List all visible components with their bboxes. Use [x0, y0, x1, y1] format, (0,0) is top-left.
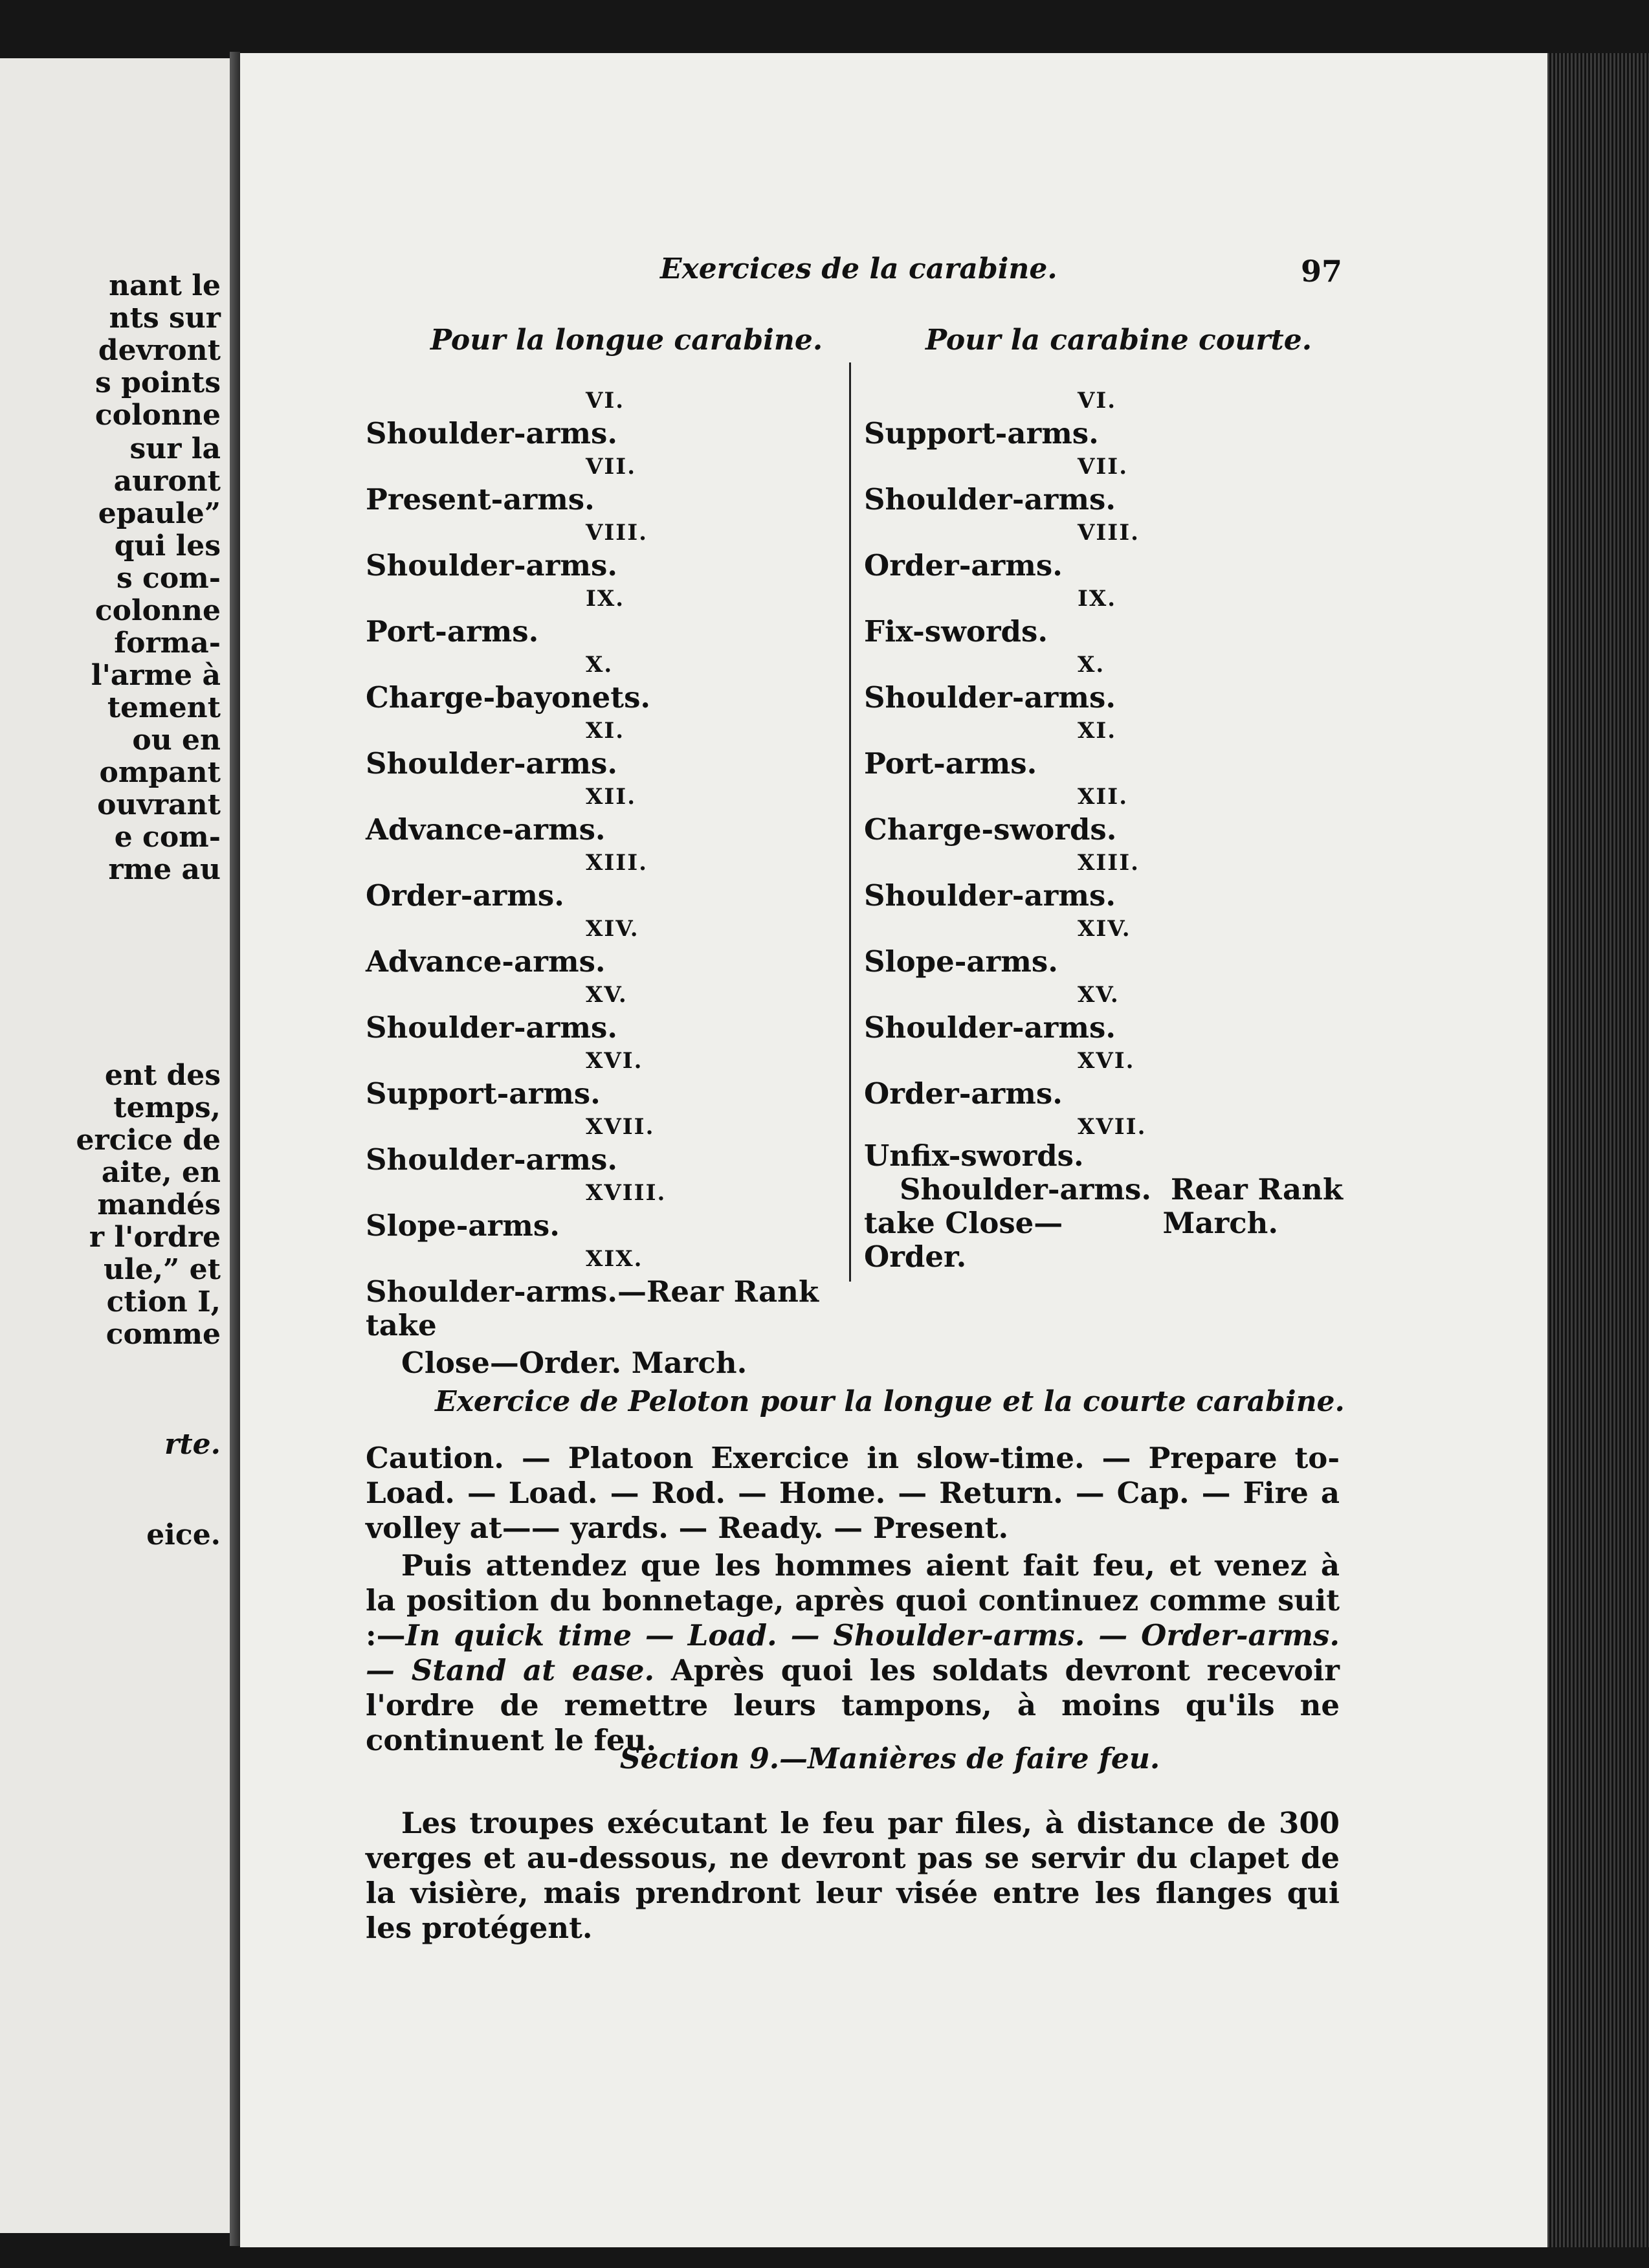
- peloton-italic-commands: In quick time — Load. — Shoulder-arms. — Order-arms. — Stand at ease.: [366, 1618, 1340, 1687]
- section-numeral: VIII.: [1078, 520, 1140, 546]
- section-numeral: X.: [1078, 652, 1105, 678]
- drill-command: Advance-arms.: [366, 812, 606, 847]
- right-column: [864, 388, 1343, 1274]
- drill-command: Shoulder-arms.: [864, 1010, 1116, 1045]
- section-numeral: XIII.: [1078, 850, 1140, 876]
- running-header: Exercices de la carabine.: [660, 252, 1057, 285]
- section-numeral: XV.: [1078, 982, 1120, 1008]
- facing-page-text: ction I,: [106, 1285, 221, 1318]
- drill-command: Unfix-swords.: [864, 1139, 1084, 1173]
- facing-page-text: rme au: [108, 853, 221, 886]
- drill-command: Advance-arms.: [366, 944, 606, 979]
- drill-command: Fix-swords.: [864, 614, 1048, 649]
- caution-paragraph: Caution. — Platoon Exercice in slow-time. — Prepare to-Load. — Load. — Rod. — Home. — Return. — Cap. — Fire a volley at—— yards. — Ready. — Present.: [366, 1441, 1340, 1545]
- section-numeral: XVII.: [586, 1114, 655, 1140]
- page-number: 97: [1301, 254, 1343, 289]
- drill-command: Port-arms.: [366, 614, 539, 649]
- drill-command: Order-arms.: [864, 548, 1063, 583]
- facing-page-text: ou en: [132, 724, 221, 757]
- drill-command: Slope-arms.: [366, 1208, 560, 1243]
- drill-command: Charge-bayonets.: [366, 680, 651, 715]
- peloton-paragraph: [366, 1548, 1340, 1758]
- facing-page-text: l'arme à: [91, 659, 221, 692]
- section-numeral: XVI.: [1078, 1048, 1135, 1074]
- facing-page-text: ouvrant: [97, 788, 221, 821]
- section-numeral: XV.: [586, 982, 628, 1008]
- left-column: [366, 388, 848, 1380]
- right-column-heading: Pour la carabine courte.: [925, 324, 1312, 357]
- facing-page-text: r l'ordre: [89, 1221, 221, 1254]
- facing-page-text: ercice de: [76, 1124, 221, 1157]
- drill-command: Shoulder-arms.: [366, 746, 618, 781]
- section-numeral: IX.: [1078, 586, 1117, 612]
- facing-page-text: temps,: [113, 1091, 221, 1124]
- drill-command-line: [864, 1173, 1343, 1206]
- section-numeral: X.: [586, 652, 614, 678]
- section-numeral: VI.: [1078, 388, 1117, 414]
- facing-page-text: colonne: [94, 594, 221, 627]
- facing-page-text: colonne: [94, 399, 221, 432]
- facing-page-text: aite, en: [101, 1156, 221, 1189]
- facing-page-text: tement: [107, 691, 221, 724]
- facing-page-text: comme: [105, 1318, 221, 1351]
- facing-page-text: sur la: [129, 432, 221, 465]
- drill-command: Shoulder-arms.—Rear Rank take: [366, 1274, 819, 1342]
- drill-command: Support-arms.: [864, 416, 1099, 450]
- section-numeral: VII.: [1078, 454, 1129, 480]
- facing-page-text: forma-: [114, 627, 221, 660]
- section-numeral: XII.: [586, 784, 637, 810]
- facing-page-text: ule,” et: [104, 1253, 221, 1286]
- drill-command: Support-arms.: [366, 1076, 601, 1111]
- section-9-heading: Section 9.—Manières de faire feu.: [619, 1742, 1160, 1775]
- facing-page-text: nant le: [109, 269, 221, 302]
- facing-page-text: e com-: [114, 821, 221, 854]
- facing-page-text: rte.: [164, 1428, 221, 1461]
- column-divider: [849, 362, 851, 1282]
- section-numeral: XVI.: [586, 1048, 643, 1074]
- drill-command: Shoulder-arms.: [366, 416, 618, 450]
- section-numeral: XIV.: [1078, 916, 1131, 942]
- left-column-heading: Pour la longue carabine.: [430, 324, 823, 357]
- facing-page-text: s points: [94, 366, 221, 399]
- section-numeral: XIV.: [586, 916, 639, 942]
- section-9-paragraph: Les troupes exécutant le feu par files, à distance de 300 verges et au-dessous, ne devront pas se servir du clapet de la visière, mais prendront leur visée entre les flanges qui les protégent.: [366, 1806, 1340, 1945]
- facing-page-text: eice.: [146, 1518, 221, 1551]
- drill-command: Shoulder-arms.: [366, 1010, 618, 1045]
- drill-command: Shoulder-arms.: [864, 680, 1116, 715]
- facing-page-text: s com-: [116, 562, 221, 595]
- peloton-text-2: Après quoi les soldats devront recevoir l'ordre de remettre leurs tampons, à moins qu'ils ne continuent le feu.: [366, 1653, 1340, 1757]
- drill-command: Slope-arms.: [864, 944, 1058, 979]
- facing-page-text: nts sur: [109, 302, 221, 335]
- peloton-text-1: Puis attendez que les hommes aient fait feu, et venez à la position du bonnetage, après quoi continuez comme suit :—: [366, 1548, 1340, 1652]
- section-numeral: VIII.: [586, 520, 648, 546]
- drill-command: Order-arms.: [366, 878, 564, 913]
- drill-command: Rear Rank: [1170, 1172, 1343, 1206]
- facing-page-text: epaule”: [98, 497, 221, 530]
- section-numeral: XVIII.: [586, 1180, 667, 1206]
- section-numeral: VI.: [586, 388, 625, 414]
- section-numeral: XVII.: [1078, 1114, 1147, 1140]
- section-numeral: XIX.: [586, 1246, 643, 1272]
- section-numeral: VII.: [586, 454, 637, 480]
- facing-page-text: ompant: [99, 756, 221, 789]
- section-numeral: IX.: [586, 586, 625, 612]
- facing-page-text: devront: [98, 334, 221, 367]
- drill-command: Shoulder-arms.: [366, 548, 618, 583]
- section-numeral: XI.: [586, 718, 625, 744]
- drill-command: Order-arms.: [864, 1076, 1063, 1111]
- facing-page-text: qui les: [114, 529, 221, 562]
- peloton-heading: Exercice de Peloton pour la longue et la courte carabine.: [435, 1385, 1345, 1418]
- facing-page-text: ent des: [104, 1059, 221, 1092]
- drill-command-continued: Close—Order. March.: [401, 1346, 747, 1380]
- drill-command: Shoulder-arms.: [864, 482, 1116, 517]
- section-numeral: XII.: [1078, 784, 1129, 810]
- drill-command: Charge-swords.: [864, 812, 1117, 847]
- drill-command: Shoulder-arms.: [900, 1172, 1152, 1206]
- facing-page-text: auront: [113, 465, 221, 498]
- drill-command: Present-arms.: [366, 482, 595, 517]
- drill-command: Shoulder-arms.: [366, 1142, 618, 1177]
- drill-command: March.: [1162, 1206, 1278, 1240]
- drill-command: Port-arms.: [864, 746, 1037, 781]
- section-numeral: XI.: [1078, 718, 1117, 744]
- drill-command: take Close—Order.: [864, 1206, 1063, 1274]
- facing-page-text: mandés: [97, 1188, 221, 1221]
- drill-command-line: [864, 1206, 1343, 1274]
- drill-command: Shoulder-arms.: [864, 878, 1116, 913]
- section-numeral: XIII.: [586, 850, 648, 876]
